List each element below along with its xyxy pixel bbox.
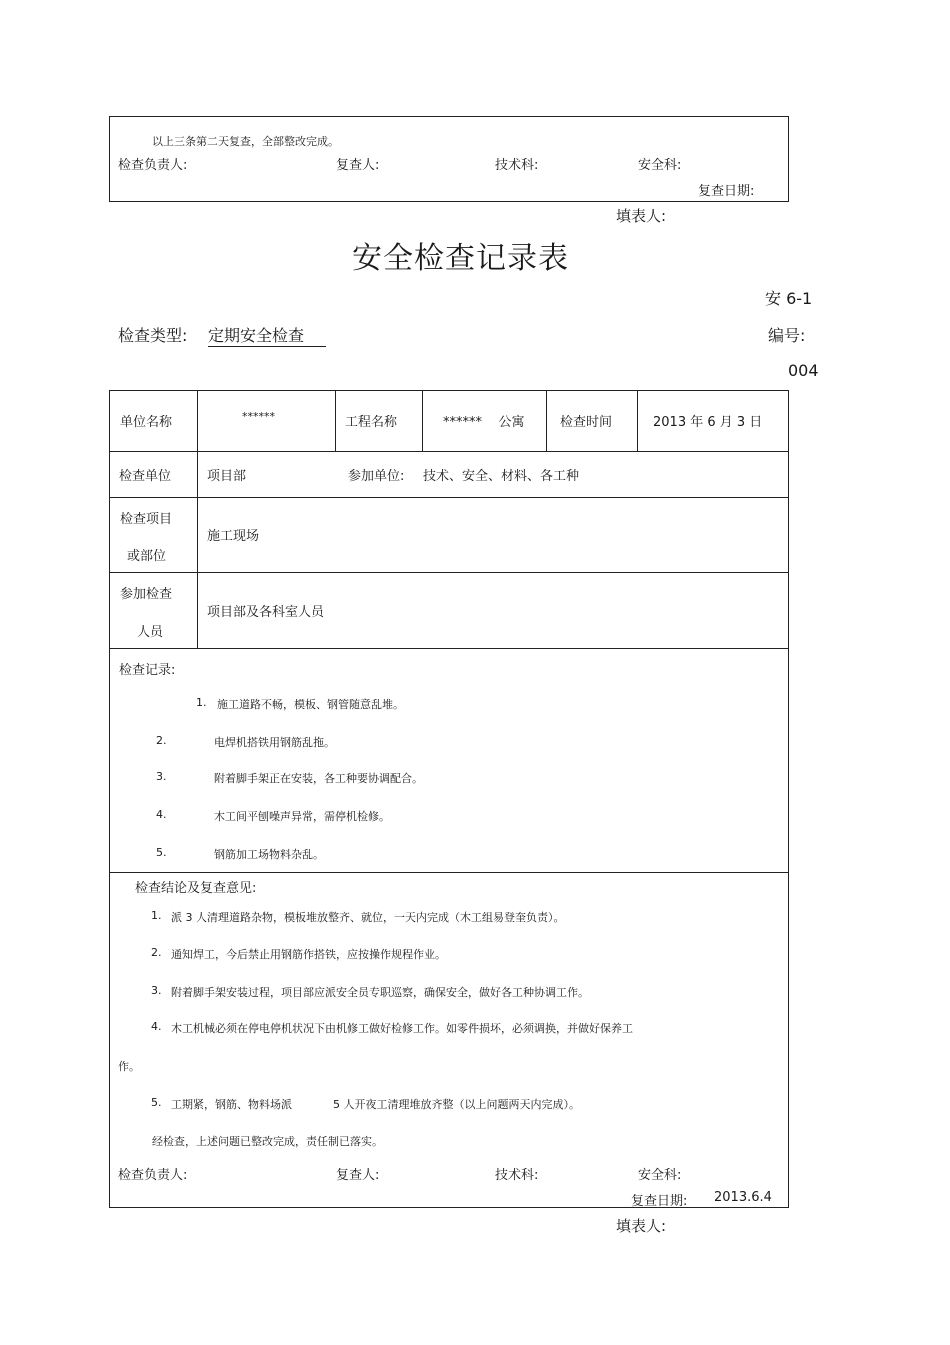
prev-review-box xyxy=(109,116,789,202)
conclusion-item-4-num: 4. xyxy=(151,1020,162,1033)
check-item-label-line1: 检查项目 xyxy=(120,512,173,527)
record-item-3-text: 附着脚手架正在安装，各工种要协调配合。 xyxy=(214,772,423,785)
conclusion-item-4-text: 木工机械必须在停电停机状况下由机修工做好检修工作。如零件损坏，必须调换，并做好保养工 xyxy=(171,1022,633,1035)
check-unit-value: 项目部 xyxy=(207,469,247,484)
prev-review-note: 以上三条第二天复查，全部整改完成。 xyxy=(152,135,339,148)
project-name-value: ****** 公寓 xyxy=(443,415,525,430)
check-item-value: 施工现场 xyxy=(207,529,260,544)
record-item-2-text: 电焊机搭铁用钢筋乱拖。 xyxy=(214,736,335,749)
unit-name-label: 单位名称 xyxy=(120,415,173,430)
prev-filler-label: 填表人: xyxy=(616,207,667,225)
record-item-2-num: 2. xyxy=(156,734,167,747)
check-item-label-line2: 或部位 xyxy=(127,549,167,564)
prev-reviewer-label: 复查人: xyxy=(336,158,380,173)
record-label: 检查记录: xyxy=(119,663,176,678)
conclusion-item-3-text: 附着脚手架安装过程，项目部应派安全员专职巡察，确保安全，做好各工种协调工作。 xyxy=(171,986,589,999)
conclusion-final-note: 经检查，上述问题已整改完成，责任制已落实。 xyxy=(152,1135,383,1148)
filler-label: 填表人: xyxy=(616,1217,667,1235)
check-type-label: 检查类型: xyxy=(118,326,188,345)
participants-units-value: 技术、安全、材料、各工种 xyxy=(423,469,580,484)
conclusion-item-5-text-b: 5 人开夜工清理堆放齐整（以上问题两天内完成）。 xyxy=(333,1098,580,1111)
safety-label: 安全科: xyxy=(638,1168,682,1183)
participants-label-line1: 参加检查 xyxy=(120,587,173,602)
conclusion-item-1-num: 1. xyxy=(151,909,162,922)
record-item-5-num: 5. xyxy=(156,846,167,859)
prev-inspector-label: 检查负责人: xyxy=(118,158,188,173)
conclusion-item-2-num: 2. xyxy=(151,946,162,959)
inspector-label: 检查负责人: xyxy=(118,1168,188,1183)
prev-safety-label: 安全科: xyxy=(638,158,682,173)
conclusion-label: 检查结论及复查意见: xyxy=(135,881,257,896)
participants-label-line2: 人员 xyxy=(137,625,164,640)
record-item-1-num: 1. xyxy=(196,696,207,709)
conclusion-item-3-num: 3. xyxy=(151,984,162,997)
record-item-5-text: 钢筋加工场物料杂乱。 xyxy=(214,848,324,861)
record-item-1-text: 施工道路不畅，模板、钢管随意乱堆。 xyxy=(217,698,404,711)
record-item-4-num: 4. xyxy=(156,808,167,821)
unit-name-value: ****** xyxy=(242,410,275,423)
page-title: 安全检查记录表 xyxy=(352,241,569,276)
check-type-value: 定期安全检查 xyxy=(208,323,326,347)
recheck-date-label: 复查日期: xyxy=(631,1194,688,1209)
form-code: 安 6-1 xyxy=(765,289,813,308)
conclusion-item-5-text-a: 工期紧，钢筋、物料场派 xyxy=(171,1098,292,1111)
tech-label: 技术科: xyxy=(495,1168,539,1183)
check-unit-label: 检查单位 xyxy=(119,469,172,484)
conclusion-item-1-text: 派 3 人清理道路杂物，模板堆放整齐、就位，一天内完成（木工组易登奎负责）。 xyxy=(171,911,565,924)
recheck-date-value: 2013.6.4 xyxy=(714,1190,772,1205)
participants-units-label: 参加单位: xyxy=(348,469,405,484)
check-time-label: 检查时间 xyxy=(560,415,613,430)
number-label: 编号: xyxy=(768,326,806,345)
prev-recheck-date-label: 复查日期: xyxy=(698,184,755,199)
participants-value: 项目部及各科室人员 xyxy=(207,605,325,620)
reviewer-label: 复查人: xyxy=(336,1168,380,1183)
inspection-table xyxy=(109,390,789,1208)
conclusion-item-5-num: 5. xyxy=(151,1096,162,1109)
conclusion-item-4-cont: 作。 xyxy=(118,1060,140,1073)
project-name-label: 工程名称 xyxy=(345,415,398,430)
record-item-3-num: 3. xyxy=(156,770,167,783)
record-item-4-text: 木工间平刨噪声异常，需停机检修。 xyxy=(214,810,390,823)
number-value: 004 xyxy=(788,361,819,380)
conclusion-item-2-text: 通知焊工，今后禁止用钢筋作搭铁，应按操作规程作业。 xyxy=(171,948,446,961)
prev-tech-label: 技术科: xyxy=(495,158,539,173)
check-time-value: 2013 年 6 月 3 日 xyxy=(653,415,763,430)
